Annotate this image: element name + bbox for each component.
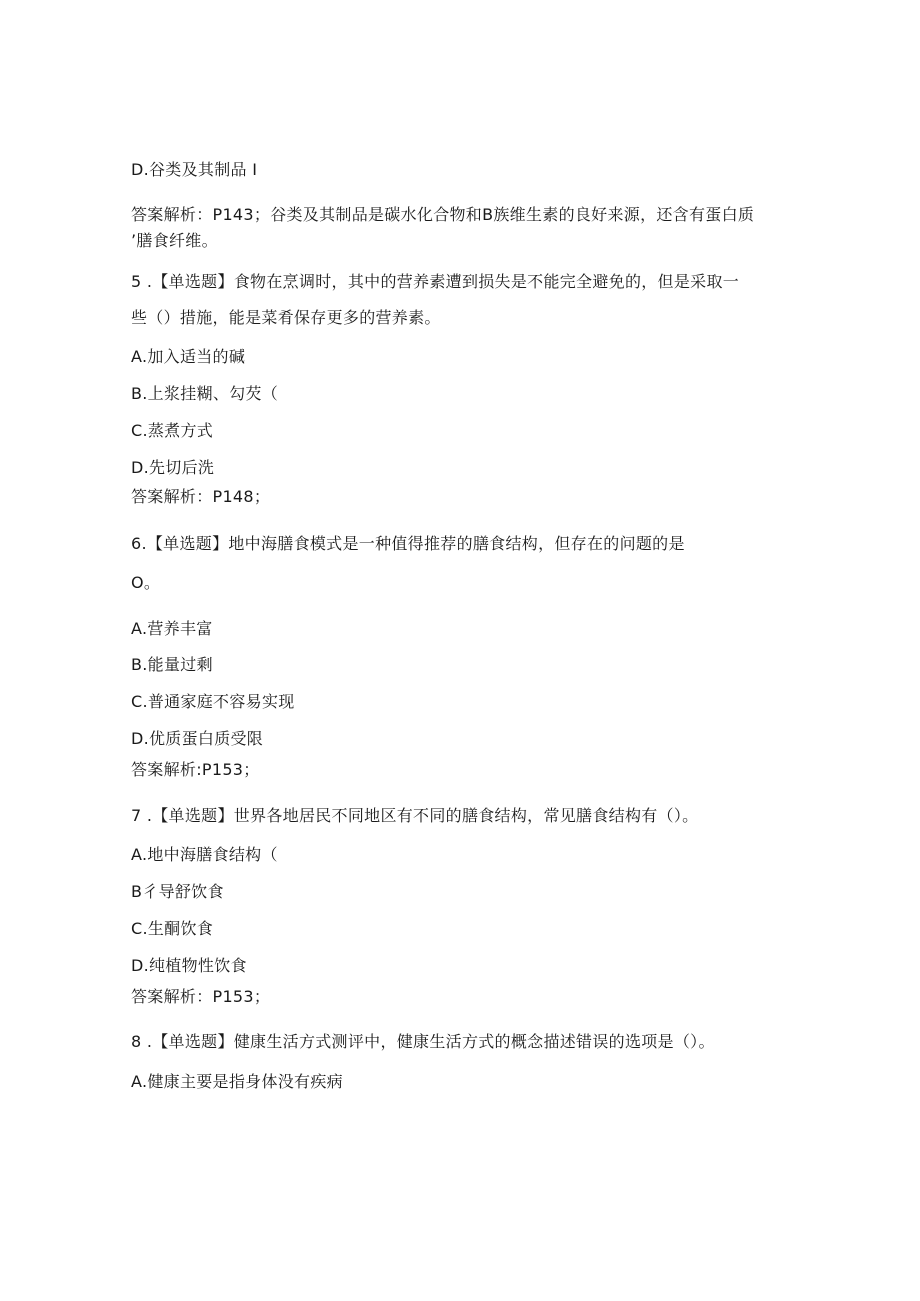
option-a-q6: A.营养丰富 [131,619,213,638]
question-6-line2: O。 [131,573,161,592]
option-d-q6: D.优质蛋白质受限 [131,729,264,748]
option-a-q8: A.健康主要是指身体没有疾病 [131,1072,343,1091]
question-7: 7 .【单选题】世界各地居民不同地区有不同的膳食结构，常见膳食结构有（）。 [131,806,699,825]
question-5-line2: 些（）措施，能是菜肴保存更多的营养素。 [131,308,441,327]
option-a-q7: A.地中海膳食结构（ [131,845,278,864]
answer-explanation-q4-line2: ’膳食纤维。 [131,231,218,250]
option-b-q6: B.能量过剩 [131,655,213,674]
answer-explanation-q4-line1: 答案解析：P143；谷类及其制品是碳水化合物和B族维生素的良好来源，还含有蛋白质 [131,205,755,224]
option-b-q7: B彳导舒饮食 [131,882,224,901]
option-a-q5: A.加入适当的碱 [131,347,246,366]
option-d-q5: D.先切后洗 [131,458,215,477]
answer-explanation-q6: 答案解析:P153； [131,760,260,779]
option-c-q6: C.普通家庭不容易实现 [131,692,295,711]
answer-explanation-q7: 答案解析：P153； [131,987,271,1006]
question-6-line1: 6.【单选题】地中海膳食模式是一种值得推荐的膳食结构，但存在的问题的是 [131,534,685,553]
option-b-q5: B.上浆挂糊、勾芡（ [131,384,279,403]
option-c-q7: C.生酮饮食 [131,919,214,938]
option-c-q5: C.蒸煮方式 [131,421,214,440]
question-5-line1: 5 .【单选题】食物在烹调时，其中的营养素遭到损失是不能完全避免的，但是采取一 [131,272,740,291]
option-d-q4: D.谷类及其制品 I [131,160,258,179]
answer-explanation-q5: 答案解析：P148； [131,487,271,506]
question-8: 8 .【单选题】健康生活方式测评中，健康生活方式的概念描述错误的选项是（）。 [131,1032,715,1051]
option-d-q7: D.纯植物性饮食 [131,956,247,975]
